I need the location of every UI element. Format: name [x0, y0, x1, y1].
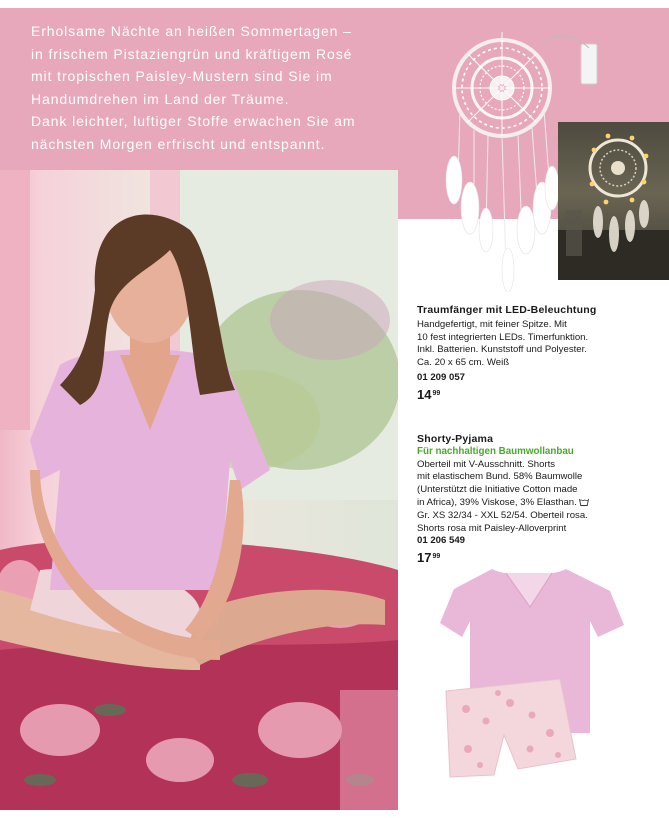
model-photo [0, 170, 398, 810]
product-desc-line: 10 fest integrierten LEDs. Timerfunktion. [417, 331, 589, 343]
product-desc-line: Handgefertigt, mit feiner Spitze. Mit [417, 318, 567, 330]
product-desc-line: Gr. XS 32/34 - XXL 52/54. Oberteil rosa. [417, 509, 588, 521]
price-cents: 99 [432, 553, 441, 561]
price [417, 386, 657, 402]
product-desc-line-with-icon [417, 497, 657, 510]
dreamcatcher-lit-thumbnail [558, 122, 669, 280]
article-number: 01 206 549 [417, 535, 466, 547]
product-desc-line: mit elastischem Bund. 58% Baumwolle [417, 471, 583, 483]
product-title: Shorty-Pyjama [417, 433, 494, 445]
product-desc-line: in Africa), 39% Viskose, 3% Elasthan. [417, 496, 577, 508]
product-desc-line: Inkl. Batterien. Kunststoff und Polyester. [417, 344, 587, 356]
intro-line: nächsten Morgen erfrischt und entspannt. [31, 135, 326, 152]
price-main: 17 [417, 550, 432, 566]
product-desc-line: Shorts rosa mit Paisley-Alloverprint [417, 522, 567, 534]
product-pyjama [417, 433, 657, 565]
intro-line: in frischem Pistaziengrün und kräftigem Rosé [31, 45, 353, 62]
intro-line: Erholsame Nächte an heißen Sommertagen – [31, 23, 352, 39]
intro-text [31, 20, 391, 155]
article-number: 01 209 057 [417, 371, 466, 383]
sustainability-subtitle: Für nachhaltigen Baumwollanbau [417, 445, 574, 457]
pyjama-product-image [440, 563, 625, 793]
price-main: 14 [417, 386, 432, 402]
product-desc-line: Oberteil mit V-Ausschnitt. Shorts [417, 458, 556, 470]
product-desc-line: Ca. 20 x 65 cm. Weiß [417, 357, 510, 369]
product-desc-line: (Unterstützt die Initiative Cotton made [417, 484, 578, 496]
wash-symbol-icon [579, 498, 589, 506]
intro-line: Handumdrehen im Land der Träume. [31, 90, 290, 107]
price-cents: 99 [432, 389, 441, 397]
product-title: Traumfänger mit LED-Beleuchtung [417, 304, 597, 316]
intro-line: mit tropischen Paisley-Mustern sind Sie im [31, 68, 333, 84]
product-dreamcatcher [417, 304, 657, 402]
woman-in-pyjama-illustration [0, 170, 398, 810]
intro-line: Dank leichter, luftiger Stoffe erwachen Sie am [31, 113, 356, 129]
dreamcatcher-glow-icon [558, 122, 669, 280]
